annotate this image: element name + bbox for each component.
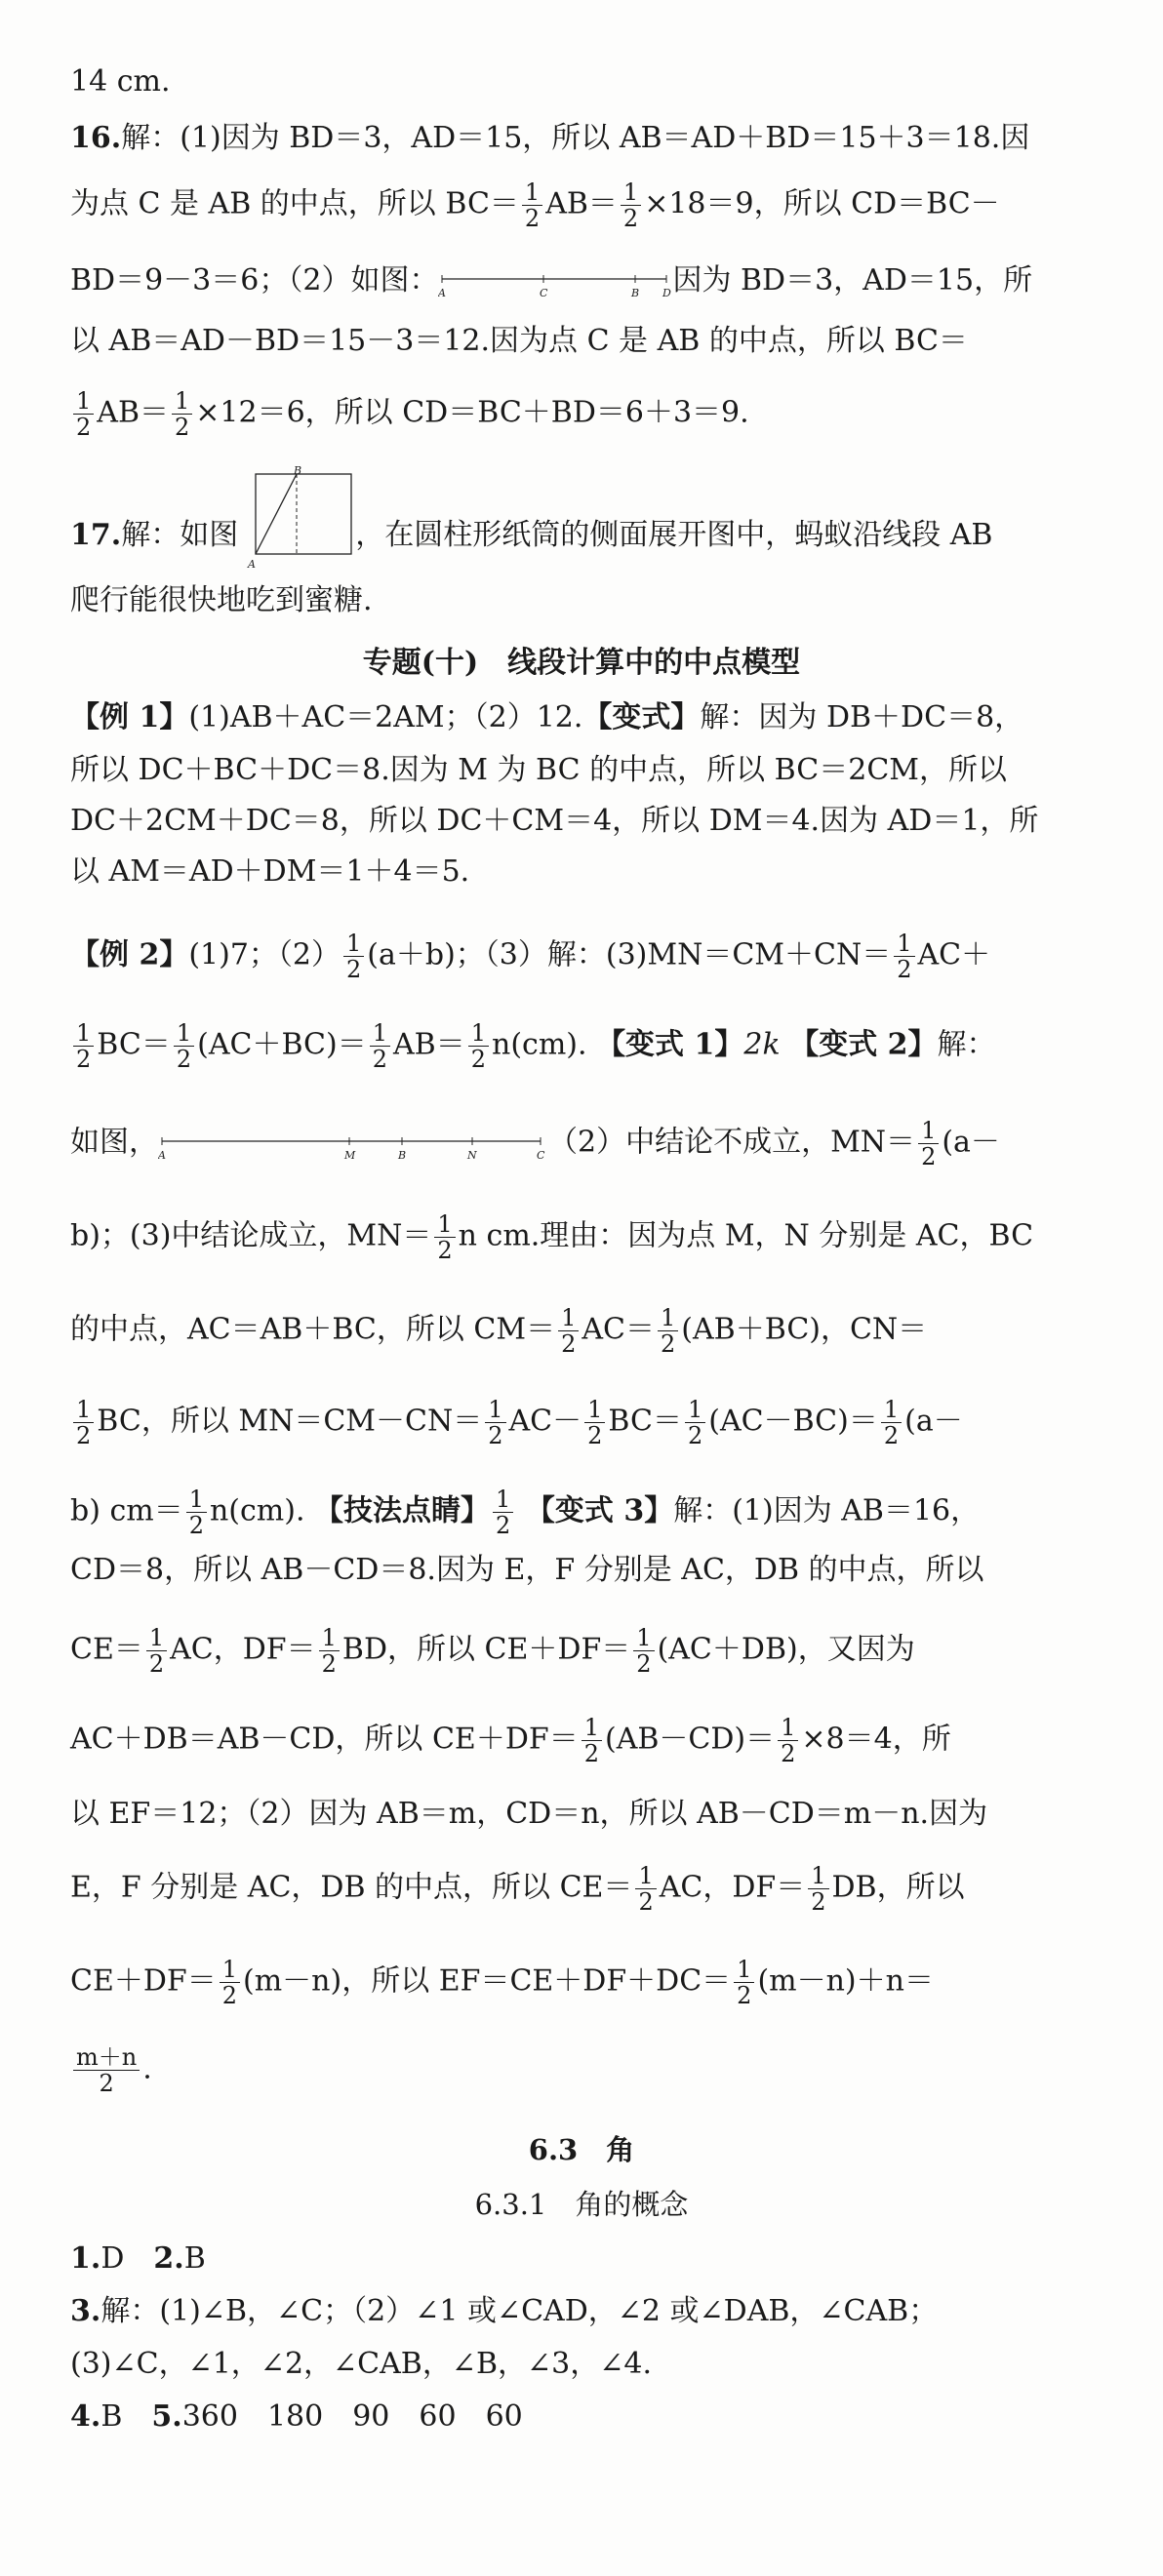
fraction: $\frac{1}{2}$ [485, 1397, 505, 1448]
text: BD＝9－3＝6；（2）如图： [70, 263, 439, 297]
text: 如图， [70, 1125, 158, 1160]
text-line [70, 2044, 1095, 2096]
text: BD，所以 CE＋DF＝ [341, 1632, 631, 1667]
text: (1)7；（2） [188, 937, 341, 972]
svg-text:B: B [631, 287, 640, 298]
text: 爬行能很快地吃到蜜糖. [70, 583, 373, 617]
text-line [70, 1486, 1095, 1538]
text: b) cm＝ [70, 1493, 183, 1528]
text: B [100, 2399, 152, 2434]
text-line [70, 1957, 1095, 2008]
text: 以 AM＝AD＋DM＝1＋4＝5. [70, 854, 470, 889]
text: 解：(1)∠B，∠C；（2）∠1 或∠CAD，∠2 或∠DAB，∠CAB； [100, 2294, 939, 2328]
text: BC＝ [97, 1027, 171, 1062]
text: 解：因为 DB＋DC＝8， [700, 700, 1024, 734]
text-line [70, 2292, 1095, 2331]
text-line [70, 1625, 1095, 1677]
fraction: $\frac{1}{2}$ [73, 1020, 94, 1072]
question-number: 17. [70, 518, 122, 552]
section-heading: 6.3 角 [528, 2133, 635, 2166]
text-line [70, 698, 1095, 737]
fraction: $\frac{1}{2}$ [73, 388, 94, 440]
text: (3)∠C，∠1，∠2，∠CAB，∠B，∠3，∠4. [70, 2347, 653, 2381]
text-line [70, 119, 1095, 158]
text: 14 cm. [70, 64, 171, 99]
text-line [70, 1397, 1095, 1448]
svg-text:B: B [398, 1148, 407, 1161]
fraction: $\frac{1}{2}$ [174, 1020, 194, 1072]
text: AC＝ [582, 1312, 656, 1347]
fraction: $\frac{1}{2}$ [468, 1020, 489, 1072]
text: CE＝ [70, 1632, 143, 1667]
text: CE＋DF＝ [70, 1963, 217, 1999]
fraction: $\frac{1}{2}$ [621, 179, 641, 231]
fraction: $\frac{1}{2}$ [658, 1305, 678, 1357]
text-line [70, 2239, 1095, 2279]
label: 【变式】 [582, 700, 701, 734]
text-line [70, 322, 1095, 361]
fraction: $\frac{1}{2}$ [186, 1486, 207, 1538]
text: E，F 分别是 AC，DB 的中点，所以 CE＝ [70, 1870, 633, 1905]
fraction: $\frac{1}{2}$ [172, 388, 192, 440]
text: 360 180 90 60 60 [181, 2399, 523, 2434]
label: 【变式 1】 [596, 1027, 744, 1062]
text-line [70, 466, 1095, 574]
fraction: $\frac{1}{2}$ [881, 1397, 902, 1448]
text: 解：如图 [121, 518, 239, 552]
text: (a＋b)；（3）解：(3)MN＝CM＋CN＝ [367, 937, 892, 972]
text: 2k [743, 1027, 781, 1062]
text: AC＋ [917, 937, 991, 972]
text: 以 AB＝AD－BD＝15－3＝12.因为点 C 是 AB 的中点，所以 BC＝ [70, 324, 968, 358]
text: AB＝ [393, 1027, 465, 1062]
fraction: $\frac{1}{2}$ [220, 1957, 240, 2008]
text: n(cm). [209, 1493, 305, 1528]
text-line [70, 1305, 1095, 1357]
question-number: 3. [70, 2294, 101, 2328]
svg-text:N: N [467, 1148, 477, 1161]
text: BC，所以 MN＝CM－CN＝ [97, 1404, 483, 1439]
text: . [142, 2051, 152, 2086]
text: 为点 C 是 AB 的中点，所以 BC＝ [70, 186, 519, 221]
fraction: $\frac{1}{2}$ [582, 1715, 602, 1766]
text-line [70, 2345, 1095, 2384]
fraction: $\frac{1}{2}$ [146, 1625, 167, 1677]
text: (AB＋BC)，CN＝ [681, 1312, 928, 1347]
text: (AC＋BC)＝ [197, 1027, 367, 1062]
label: 【技法点睛】 [314, 1493, 491, 1528]
text-line [70, 1715, 1095, 1766]
text: ×8＝4，所 [801, 1722, 951, 1757]
fraction: $\frac{1}{2}$ [319, 1625, 340, 1677]
text: 解：(1)因为 BD＝3，AD＝15，所以 AB＝AD＋BD＝15＋3＝18.因 [121, 121, 1030, 155]
text-line [70, 2398, 1095, 2437]
text-line [70, 1118, 1095, 1169]
fraction: $\frac{1}{2}$ [734, 1957, 754, 2008]
svg-text:A: A [248, 558, 257, 571]
question-number: 16. [70, 121, 122, 155]
text: AC－ [508, 1404, 582, 1439]
text-line [70, 1795, 1095, 1834]
text: n(cm). [492, 1027, 587, 1062]
text-line [70, 1551, 1095, 1590]
text: 因为 BD＝3，AD＝15，所 [672, 263, 1033, 297]
fraction: $\frac{1}{2}$ [73, 1397, 94, 1448]
fraction: $\frac{1}{2}$ [493, 1486, 513, 1538]
fraction: $\frac{1}{2}$ [685, 1397, 705, 1448]
text: 的中点，AC＝AB＋BC，所以 CM＝ [70, 1312, 556, 1347]
text: (a－ [942, 1125, 1000, 1160]
text-line [70, 388, 1095, 440]
text-line [70, 261, 1095, 300]
fraction: $\frac{1}{2}$ [778, 1715, 798, 1766]
text: 以 EF＝12；（2）因为 AB＝m，CD＝n，所以 AB－CD＝m－n.因为 [70, 1797, 988, 1831]
text-line [70, 1863, 1095, 1915]
text: ，在圆柱形纸筒的侧面展开图中，蚂蚁沿线段 AB [355, 518, 993, 552]
text: (AC－BC)＝ [708, 1404, 878, 1439]
svg-text:D: D [662, 287, 672, 298]
text: CD＝8，所以 AB－CD＝8.因为 E，F 分别是 AC，DB 的中点，所以 [70, 1553, 984, 1587]
text-line [70, 62, 1095, 101]
text: 解：(1)因为 AB＝16， [673, 1493, 981, 1528]
text: (AC＋DB)，又因为 [657, 1632, 915, 1667]
text: (m－n)，所以 EF＝CE＋DF＋DC＝ [243, 1963, 732, 1999]
svg-text:A: A [158, 1148, 166, 1161]
text: （2）中结论不成立，MN＝ [548, 1125, 916, 1160]
text: AB＝ [97, 395, 169, 430]
fraction: $\frac{1}{2}$ [522, 179, 542, 231]
cylinder-net-figure [238, 466, 355, 574]
text: AB＝ [545, 186, 618, 221]
fraction: $\frac{1}{2}$ [558, 1305, 579, 1357]
text: (AB－CD)＝ [604, 1722, 776, 1757]
text: AC，DF＝ [170, 1632, 316, 1667]
question-number: 5. [151, 2399, 182, 2434]
question-number: 1. [70, 2241, 101, 2276]
text: (a－ [904, 1404, 963, 1439]
label: 【变式 3】 [525, 1493, 674, 1528]
text: (m－n)＋n＝ [757, 1963, 934, 1999]
svg-text:C: C [537, 1148, 545, 1161]
fraction: $\frac{1}{2}$ [370, 1020, 390, 1072]
text: 解： [937, 1027, 996, 1062]
text: DC＋2CM＋DC＝8，所以 DC＋CM＝4，所以 DM＝4.因为 AD＝1，所 [70, 804, 1039, 838]
fraction: $\frac{1}{2}$ [918, 1118, 939, 1169]
text: DB，所以 [831, 1870, 965, 1905]
text: n cm.理由：因为点 M，N 分别是 AC，BC [458, 1218, 1034, 1253]
text-line [70, 802, 1095, 841]
text: ×12＝6，所以 CD＝BC＋BD＝6＋3＝9. [195, 395, 749, 430]
svg-text:A: A [438, 287, 447, 298]
fraction: $\frac{1}{2}$ [635, 1863, 656, 1915]
text: AC＋DB＝AB－CD，所以 CE＋DF＝ [70, 1722, 579, 1757]
label: 【例 2】 [70, 937, 189, 972]
fraction: $\frac{m+n}{2}$ [73, 2044, 140, 2096]
label: 【例 1】 [70, 700, 189, 734]
text: b)；(3)中结论成立，MN＝ [70, 1218, 432, 1253]
segment-figure-ambnc [158, 1128, 548, 1161]
text: ×18＝9，所以 CD＝BC－ [644, 186, 1000, 221]
text: (1)AB＋AC＝2AM；（2）12. [188, 700, 583, 734]
text-line [70, 751, 1095, 790]
text-line [70, 179, 1095, 231]
svg-text:C: C [540, 287, 548, 298]
fraction: $\frac{1}{2}$ [633, 1625, 654, 1677]
subsection-heading: 6.3.1 角的概念 [474, 2188, 689, 2221]
question-number: 4. [70, 2399, 101, 2434]
fraction: $\frac{1}{2}$ [434, 1211, 455, 1263]
text-line [70, 1020, 1095, 1072]
text-line [70, 1211, 1095, 1263]
text-line [70, 581, 1095, 620]
fraction: $\frac{1}{2}$ [343, 931, 364, 982]
text-line [70, 852, 1095, 892]
text: 所以 DC＋BC＋DC＝8.因为 M 为 BC 的中点，所以 BC＝2CM，所以 [70, 753, 1007, 787]
question-number: 2. [153, 2241, 184, 2276]
text: BC＝ [608, 1404, 682, 1439]
text-line [70, 931, 1095, 982]
text: B [183, 2241, 206, 2276]
segment-figure-acbd [438, 265, 672, 298]
svg-text:B: B [294, 466, 302, 477]
fraction: $\frac{1}{2}$ [894, 931, 914, 982]
text: AC，DF＝ [659, 1870, 806, 1905]
svg-text:M: M [344, 1148, 356, 1161]
fraction: $\frac{1}{2}$ [808, 1863, 828, 1915]
label: 【变式 2】 [789, 1027, 938, 1062]
fraction: $\frac{1}{2}$ [584, 1397, 605, 1448]
section-heading: 专题(十) 线段计算中的中点模型 [362, 646, 801, 680]
text: D [100, 2241, 154, 2276]
